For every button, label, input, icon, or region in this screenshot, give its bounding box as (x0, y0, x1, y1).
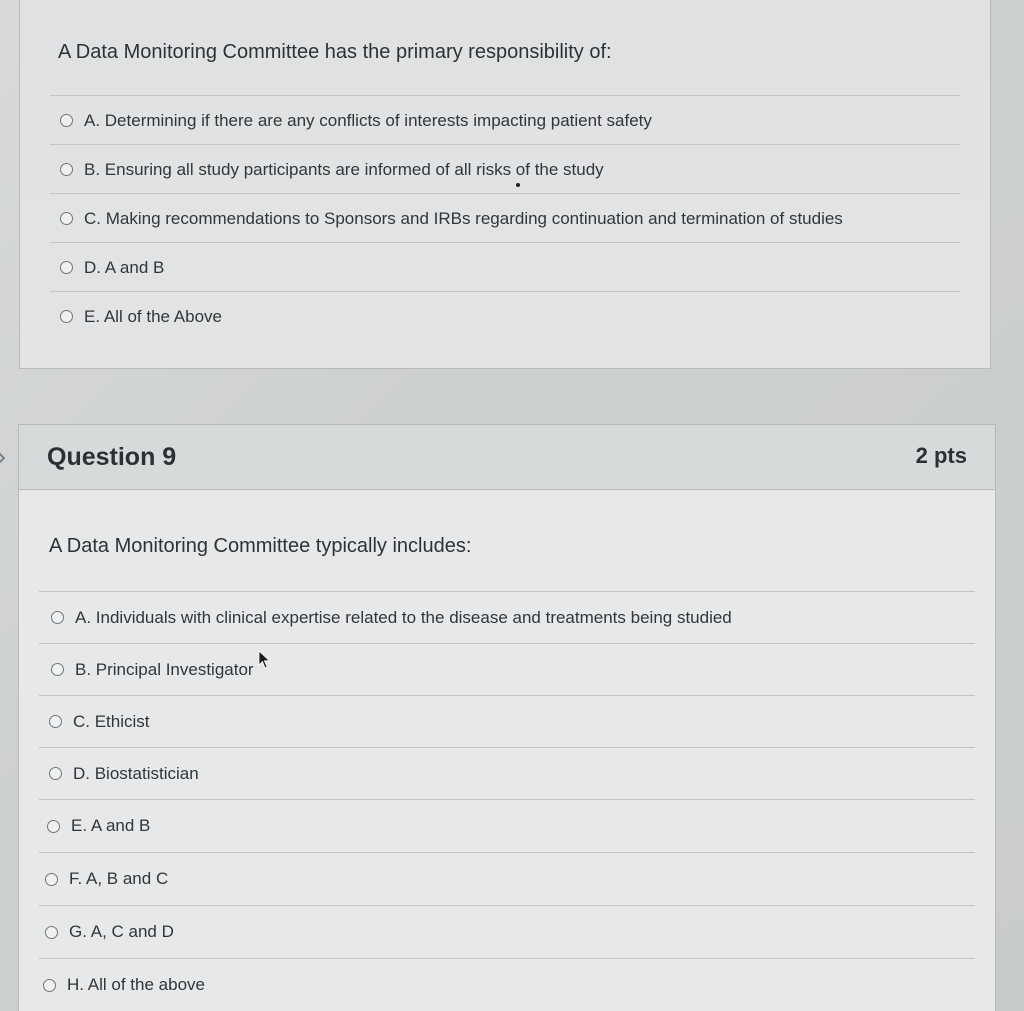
q9-answer-c[interactable]: C. Ethicist (39, 695, 975, 747)
q8-answer-a[interactable]: A. Determining if there are any conflicts of interests impacting patient safety (50, 95, 960, 145)
q9-answer-e[interactable]: E. A and B (39, 799, 975, 852)
question-9-header (19, 425, 995, 490)
q8-answer-b[interactable]: B. Ensuring all study participants are informed of all risks of the study (50, 144, 960, 194)
q9-answer-a[interactable]: A. Individuals with clinical expertise related to the disease and treatments being studied (39, 591, 975, 643)
radio-button[interactable] (45, 873, 58, 886)
question-9-prompt: A Data Monitoring Committee typically includes: (49, 535, 472, 557)
q9-answer-h[interactable]: H. All of the above (39, 958, 975, 1011)
radio-button[interactable] (43, 979, 56, 992)
q9-answer-b[interactable]: B. Principal Investigator (39, 643, 975, 695)
radio-button[interactable] (45, 926, 58, 939)
radio-button[interactable] (60, 261, 73, 274)
radio-button[interactable] (51, 611, 64, 624)
collapse-arrow-icon[interactable] (0, 451, 6, 465)
radio-button[interactable] (60, 114, 73, 127)
screen-speck (516, 183, 520, 187)
question-8-card (19, 0, 991, 369)
radio-button[interactable] (60, 212, 73, 225)
radio-button[interactable] (60, 163, 73, 176)
q8-answer-c[interactable]: C. Making recommendations to Sponsors and IRBs regarding continuation and termination of studies (50, 193, 960, 243)
question-title: Question 9 (47, 443, 177, 471)
q9-answer-g[interactable]: G. A, C and D (39, 905, 975, 958)
q9-answer-f[interactable]: F. A, B and C (39, 852, 975, 905)
question-9-card (18, 424, 996, 1011)
radio-button[interactable] (49, 767, 62, 780)
q8-answer-d[interactable]: D. A and B (50, 242, 960, 292)
q8-answer-e[interactable]: E. All of the Above (50, 291, 960, 341)
q9-answer-d[interactable]: D. Biostatistician (39, 747, 975, 799)
radio-button[interactable] (51, 663, 64, 676)
radio-button[interactable] (60, 310, 73, 323)
mouse-pointer-icon (258, 650, 272, 670)
radio-button[interactable] (47, 820, 60, 833)
question-8-prompt: A Data Monitoring Committee has the primary responsibility of: (58, 41, 612, 63)
question-points: 2 pts (915, 443, 967, 468)
radio-button[interactable] (49, 715, 62, 728)
